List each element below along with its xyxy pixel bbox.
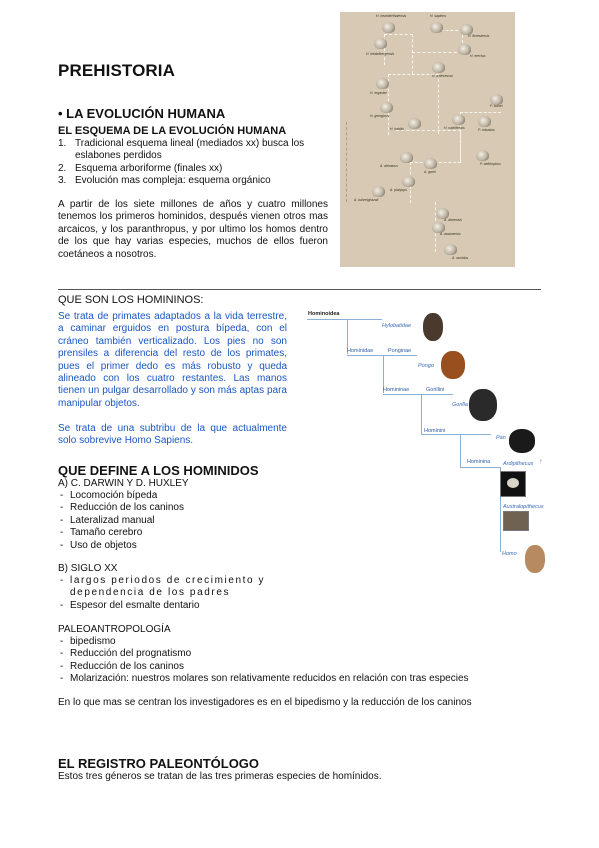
list-item: - bipedismo (58, 636, 538, 648)
page-title: PREHISTORIA (58, 61, 175, 80)
cladogram: Hominoidea Hylobatidae Hominidae Ponginae Pongo Homininae Gorillini Gorilla Hominini Pan Hominina Ardipithecus † Australopithecus Homo (305, 305, 550, 580)
list-item: - Molarización: nuestros molares son relativamente reducidos en relación con tras especies (58, 673, 538, 685)
homininos-paragraph: Se trata de primates adaptados a la vida terrestre, a caminar erguidos en postura bípeda, con el cráneo también verticalizado. Los pies no son prensiles a diferencia del resto de los primates, pues el primer dedo es más robusto y queda alineado con los cuatro restantes. Las manos tienen un pulgar desarrollado y son más aptas para manipular objetos. (58, 311, 287, 409)
list-item: 2. Esquema arboriforme (finales xx) (58, 162, 223, 174)
orangutan-image (441, 351, 465, 379)
list-item: - Reducción de los caninos (58, 502, 318, 514)
section-heading-homininos: QUE SON LOS HOMININOS: (58, 294, 204, 306)
paleoantropologia-list (58, 636, 538, 686)
ardipithecus-skull-photo (500, 471, 526, 497)
list-item: 3. Evolución mas compleja: esquema orgánico (58, 175, 271, 187)
section-divider (58, 289, 541, 290)
section-heading-registro: EL REGISTRO PALEONTÓLOGO (58, 756, 260, 771)
gibbon-image (423, 313, 443, 341)
gorilla-image (469, 389, 497, 421)
evolucion-paragraph: A partir de los siete millones de años y cuatro millones tenemos los primeros hominidos, después vienen otros mas arcaicos, y los paranthropus, y por ultimo los homos dentro de los que hay varias especies, muchos de ellos fueron coetáneos a nosotros. (58, 199, 328, 260)
conclusion-text: En lo que mas se centran los investigadores es en el bipedismo y la reducción de los caninos (58, 697, 472, 708)
australopithecus-skull-photo (503, 511, 529, 531)
homininos-paragraph-2: Se trata de una subtribu de la que actualmente solo sobrevive Homo Sapiens. (58, 423, 287, 447)
chimpanzee-image (509, 429, 535, 453)
paleoantropologia-heading: PALEOANTROPOLOGÍA (58, 624, 171, 635)
esquema-list (58, 138, 330, 188)
list-item: - Uso de objetos (58, 540, 318, 552)
registro-paragraph: Estos tres géneros se tratan de las tres primeras especies de homínidos. (58, 771, 382, 782)
darwin-huxley-list (58, 490, 318, 552)
list-item: - Locomoción bípeda (58, 490, 318, 502)
section-heading-hominidos: QUE DEFINE A LOS HOMINIDOS (58, 463, 259, 478)
list-item: - Tamaño cerebro (58, 527, 318, 539)
list-item: - Reducción de los caninos (58, 661, 538, 673)
list-item: - largos periodos de crecimiento y dependencia de los padres (58, 575, 290, 600)
subheading-esquema: EL ESQUEMA DE LA EVOLUCIÓN HUMANA (58, 125, 287, 137)
evolution-tree-image: H. neanderthalensis H. sapiens H. floresiensis H. heidelbergensis H. erectus H. antecessor H. ergaster P. boisei H. georgicus H. habilis H. rudolfensis P. robustus A. africanus A. garhi P. aethiopicus A. platyops A. bahrelghazali A. afarensis A. anamensis A. ramidus (340, 12, 515, 267)
list-item: - Reducción del prognatismo (58, 648, 538, 660)
list-item: 1. Tradicional esquema lineal (mediados xx) busca los eslabones perdidos (58, 138, 305, 162)
list-item: - Lateralizad manual (58, 515, 318, 527)
siglo-xx-list (58, 575, 290, 612)
siglo-xx-heading: B) SIGLO XX (58, 563, 118, 574)
homo-image (525, 545, 545, 573)
darwin-huxley-heading: A) C. DARWIN Y D. HUXLEY (58, 478, 189, 489)
section-heading-evolucion: • LA EVOLUCIÓN HUMANA (58, 106, 226, 121)
list-item: - Espesor del esmalte dentario (58, 600, 290, 612)
